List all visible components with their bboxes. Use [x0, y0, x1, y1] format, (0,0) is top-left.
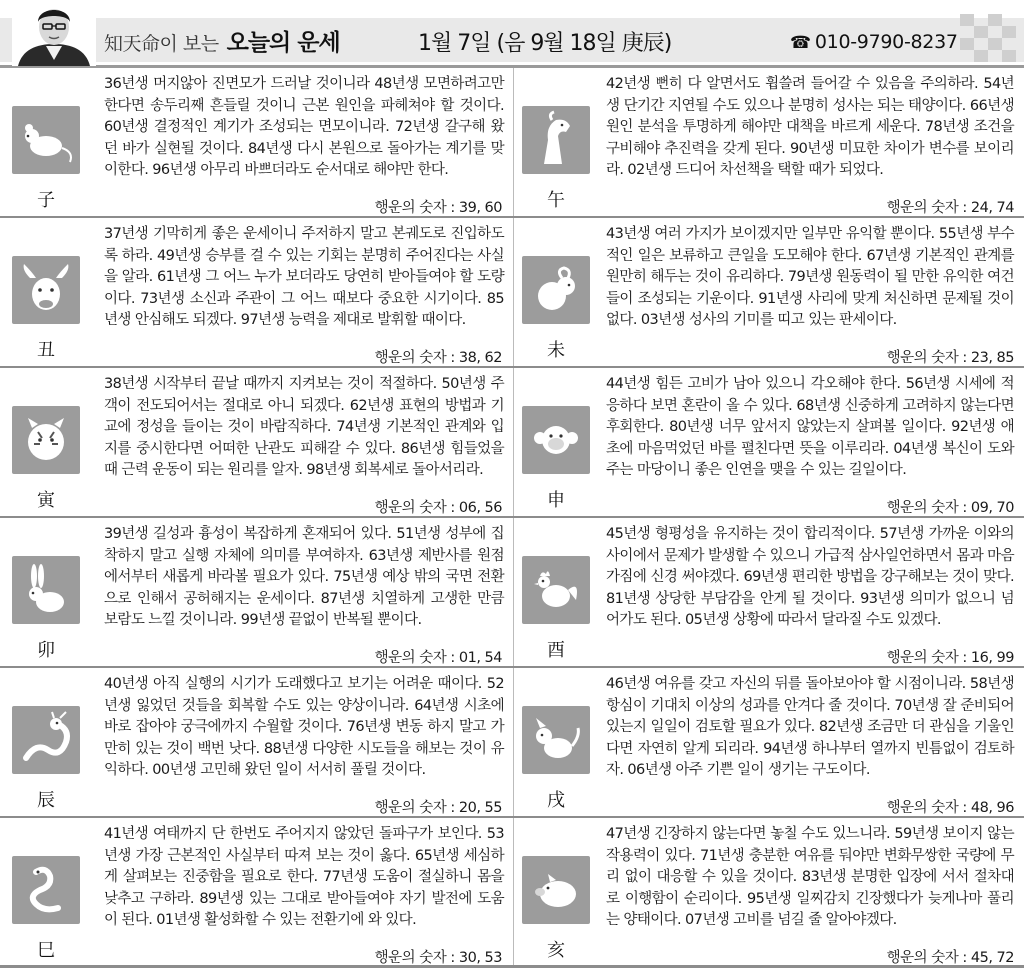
header-title-group	[104, 24, 340, 60]
page-header	[0, 0, 1024, 68]
zodiac-sign: 子	[37, 190, 55, 211]
lucky-numbers: 행운의 숫자 : 16, 99	[886, 650, 1014, 666]
page-title: 오늘의 운세	[226, 30, 340, 56]
lucky-numbers: 행운의 숫자 : 38, 62	[374, 350, 502, 366]
pig-icon	[522, 856, 590, 924]
snake-icon	[12, 856, 80, 924]
left-column	[0, 68, 512, 968]
fortune-text: 47년생 긴장하지 않는다면 놓칠 수도 있느니라. 59년생 보이지 않는 작용력이 있다. 71년생 충분한 여유를 둬야만 변화무쌍한 국량에 무리 없이 대응할 수 있을 것이다. 83년생 분명한 입장에 서서 절차대로 이행함이 순리이다. 95년생 일찌감치 긴장했다가 늦게나마 풀리는 양태이다. 07년생 고비를 넘길 줄 알아야겠다.	[606, 826, 1014, 928]
fortune-text: 36년생 머지않아 진면모가 드러날 것이니라 48년생 모면하려고만 한다면 송두리째 흔들릴 것이니 근본 원인을 파헤쳐야 할 것이다. 60년생 결정적인 계기가 조성되는 면모이니라. 72년생 갈구해 왔던 바가 실현될 것이다. 84년생 다시 본원으로 돌아가는 계기를 맞이한다. 96년생 아무리 바쁘더라도 순서대로 해야만 한다.	[104, 76, 504, 178]
fortune-text: 39년생 길성과 흉성이 복잡하게 혼재되어 있다. 51년생 성부에 집착하지 말고 실행 자체에 의미를 부여하자. 63년생 제반사를 원점에서부터 새롭게 바라볼 필요가 있다. 75년생 예상 밖의 국면 전환으로 인해서 공허해지는 운세이다. 87년생 치열하게 고생한 만큼 보람도 느낄 것이니라. 99년생 끝없이 반복될 뿐이다.	[104, 526, 504, 628]
lucky-numbers: 행운의 숫자 : 24, 74	[886, 200, 1014, 216]
lucky-numbers: 행운의 숫자 : 39, 60	[374, 200, 502, 216]
fortune-text: 41년생 여태까지 단 한번도 주어지지 않았던 돌파구가 보인다. 53년생 가장 근본적인 사실부터 따져 보는 것이 옳다. 65년생 세심하게 살펴보는 진중함을 필요로 한다. 77년생 도움이 절실하니 몸을 낮추고 구하라. 89년생 있는 그대로 받아들여야 자기 발전에 도움이 된다. 01년생 활성화할 수 있는 전환기에 와 있다.	[104, 826, 504, 928]
fortune-text: 44년생 힘든 고비가 남아 있으니 각오해야 한다. 56년생 시세에 적응하다 보면 혼란이 올 수 있다. 68년생 신중하게 고려하지 않는다면 후회한다. 80년생 너무 앞서지 않았는지 살펴볼 일이다. 92년생 애초에 마음먹었던 바를 펼친다면 뜻을 이루리라. 04년생 복신이 도와주는 마당이니 좋은 인연을 맺을 수 있는 길일이다.	[606, 376, 1014, 478]
fortune-cell-monkey	[512, 368, 1024, 518]
fortune-text: 37년생 기막히게 좋은 운세이니 주저하지 말고 본궤도로 진입하도록 하라. 49년생 승부를 걸 수 있는 기회는 분명히 주어진다는 사실을 알라. 61년생 그 어느 누가 보더라도 당연히 받아들여야 할 도량이다. 73년생 소신과 주관이 그 어느 때보다 중요한 시기이다. 85년생 안심해도 되겠다. 97년생 능력을 제대로 발휘할 때이다.	[104, 226, 504, 328]
fortune-text: 38년생 시작부터 끝날 때까지 지켜보는 것이 적절하다. 50년생 주객이 전도되어서는 절대로 아니 되겠다. 62년생 표현의 방법과 기교에 정성을 들이는 것이 바람직하다. 74년생 기본적인 관계와 입지를 중시한다면 어떠한 난관도 피해갈 수 있다. 86년생 힘들었을 때 근력 운동이 되는 원리를 알자. 98년생 회복세로 돌아서리라.	[104, 376, 504, 478]
phone-number: 010-9790-8237	[814, 31, 958, 53]
header-date: 1월 7일 (음 9월 18일 庚辰)	[418, 31, 672, 56]
lucky-numbers: 행운의 숫자 : 45, 72	[886, 950, 1014, 966]
lucky-numbers: 행운의 숫자 : 06, 56	[374, 500, 502, 516]
dog-icon	[522, 706, 590, 774]
zodiac-sign: 申	[547, 490, 565, 511]
lucky-numbers: 행운의 숫자 : 20, 55	[374, 800, 502, 816]
lucky-numbers: 행운의 숫자 : 23, 85	[886, 350, 1014, 366]
columnist-photo	[12, 0, 96, 66]
fortune-text: 42년생 뻔히 다 알면서도 휩쓸려 들어갈 수 있음을 주의하라. 54년생 단기간 지연될 수도 있으나 분명히 성사는 되는 태양이다. 66년생 원인 분석을 투명하게 해야만 대책을 바르게 세운다. 78년생 조건을 구비해야 추진력을 갖게 된다. 90년생 미묘한 차이가 변수를 보이리라. 02년생 드디어 차선책을 택할 때가 되었다.	[606, 76, 1014, 178]
zodiac-sign: 卯	[37, 640, 55, 661]
header-subtitle: 知天命이 보는	[104, 33, 219, 55]
fortune-cell-ox	[0, 218, 512, 368]
zodiac-sign: 巳	[37, 940, 55, 961]
tiger-icon	[12, 406, 80, 474]
fortune-cell-dragon	[0, 668, 512, 818]
fortune-cell-rooster	[512, 518, 1024, 668]
rabbit-icon	[12, 556, 80, 624]
header-phone	[790, 31, 958, 53]
fortune-text: 45년생 형평성을 유지하는 것이 합리적이다. 57년생 가까운 이와의 사이에서 문제가 발생할 수 있으니 가급적 삼사일언하면서 몸과 마음가짐에 신경 써야겠다. 69년생 편리한 방법을 강구해보는 것이 맞다. 81년생 상당한 부담감을 안게 될 것이다. 93년생 의미가 없으니 넘어가도 된다. 05년생 상황에 따라서 달라질 수도 있겠다.	[606, 526, 1014, 628]
lucky-numbers: 행운의 숫자 : 30, 53	[374, 950, 502, 966]
fortune-text: 43년생 여러 가지가 보이겠지만 일부만 유익할 뿐이다. 55년생 부수적인 일은 보류하고 큰일을 도모해야 한다. 67년생 기본적인 관계를 원만히 해두는 것이 유리하다. 79년생 원동력이 될 만한 유익한 여건들이 조성되는 기운이다. 91년생 사리에 맞게 처신하면 문제될 것이 없다. 03년생 성사의 기미를 띠고 있는 판세이다.	[606, 226, 1014, 328]
zodiac-sign: 亥	[547, 940, 565, 961]
checker-decoration	[960, 14, 1016, 62]
lucky-numbers: 행운의 숫자 : 48, 96	[886, 800, 1014, 816]
fortune-cell-pig	[512, 818, 1024, 968]
fortune-cell-snake	[0, 818, 512, 968]
fortune-cell-tiger	[0, 368, 512, 518]
zodiac-sign: 酉	[547, 640, 565, 661]
fortune-cell-sheep	[512, 218, 1024, 368]
fortune-cell-horse	[512, 68, 1024, 218]
sheep-icon	[522, 256, 590, 324]
lucky-numbers: 행운의 숫자 : 01, 54	[374, 650, 502, 666]
zodiac-sign: 午	[547, 190, 565, 211]
rooster-icon	[522, 556, 590, 624]
fortune-text: 46년생 여유를 갖고 자신의 뒤를 돌아보아야 할 시점이니라. 58년생 항심이 기대치 이상의 성과를 안겨다 줄 것이다. 70년생 잘 준비되어 있는지 일일이 검토할 필요가 있다. 82년생 조금만 더 관심을 기울인다면 자연히 알게 되리라. 94년생 하나부터 열까지 빈틈없이 검토하자. 06년생 아주 기쁜 일이 생기는 구도이다.	[606, 676, 1014, 778]
zodiac-sign: 戌	[547, 790, 565, 811]
fortune-cell-rabbit	[0, 518, 512, 668]
fortune-cell-dog	[512, 668, 1024, 818]
ox-icon	[12, 256, 80, 324]
zodiac-sign: 寅	[37, 490, 55, 511]
right-column	[512, 68, 1024, 968]
fortune-cell-rat	[0, 68, 512, 218]
zodiac-sign: 辰	[37, 790, 55, 811]
lucky-numbers: 행운의 숫자 : 09, 70	[886, 500, 1014, 516]
fortune-text: 40년생 아직 실행의 시기가 도래했다고 보기는 어려운 때이다. 52년생 잃었던 것들을 회복할 수도 있는 양상이니라. 64년생 시초에 바로 잡아야 궁극에까지 수월할 것이다. 76년생 변동 하지 말고 가만히 있는 것이 백번 낫다. 88년생 다양한 시도들을 해보는 것이 유익하다. 00년생 고민해 왔던 일이 서서히 풀릴 것이다.	[104, 676, 504, 778]
zodiac-sign: 未	[547, 340, 565, 361]
monkey-icon	[522, 406, 590, 474]
dragon-icon	[12, 706, 80, 774]
rat-icon	[12, 106, 80, 174]
phone-icon: ☎	[790, 33, 811, 53]
zodiac-sign: 丑	[37, 340, 55, 361]
horse-icon	[522, 106, 590, 174]
